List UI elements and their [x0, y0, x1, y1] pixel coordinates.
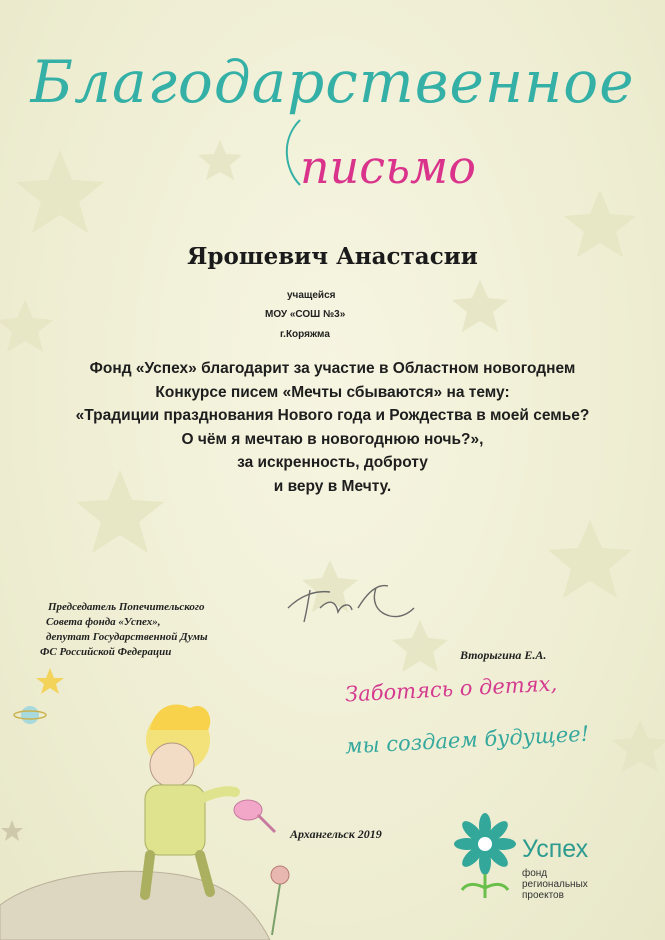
body-line: «Традиции празднования Нового года и Рождества в моей семье?: [75, 407, 590, 424]
body-line: за искренность, доброту: [237, 454, 428, 471]
recipient-role: учащейся: [287, 290, 336, 301]
foundation-logo-name: Успех: [522, 835, 589, 863]
little-prince-illustration: [0, 660, 300, 940]
body-line: и веру в Мечту.: [273, 477, 392, 495]
recipient-name: Ярошевич Анастасии: [187, 243, 478, 270]
position-line: депутат Государственной Думы: [46, 631, 208, 643]
handwritten-signature: [280, 578, 420, 628]
position-line: Совета фонда «Успех»,: [46, 616, 161, 628]
recipient-school: МОУ «СОШ №3»: [265, 309, 346, 320]
position-line: ФС Российской Федерации: [40, 646, 172, 658]
recipient-city: г.Коряжма: [280, 329, 330, 340]
document-title: Благодарственное: [30, 48, 635, 116]
slogan-line: мы создаем будущее!: [344, 721, 590, 759]
body-line: Конкурсе писем «Мечты сбываются» на тему:: [155, 383, 510, 401]
foundation-logo-flower-icon: [452, 812, 518, 902]
document-subtitle: письмо: [300, 140, 476, 194]
body-line: О чём я мечтаю в новогоднюю ночь?»,: [181, 430, 484, 448]
logo-subtitle-line: проектов: [522, 890, 564, 901]
signatory-position: [40, 600, 208, 660]
foundation-logo-subtitle: [522, 868, 588, 901]
signatory-name: Вторыгина Е.А.: [460, 648, 547, 662]
body-line: Фонд «Успех» благодарит за участие в Областном новогоднем: [89, 360, 576, 377]
place-and-year: Архангельск 2019: [290, 827, 382, 841]
gratitude-text: [10, 357, 655, 498]
slogan-line: Заботясь о детях,: [344, 671, 558, 707]
logo-subtitle-line: региональных: [522, 879, 588, 890]
position-line: Председатель Попечительского: [48, 601, 205, 613]
logo-subtitle-line: фонд: [522, 868, 548, 879]
